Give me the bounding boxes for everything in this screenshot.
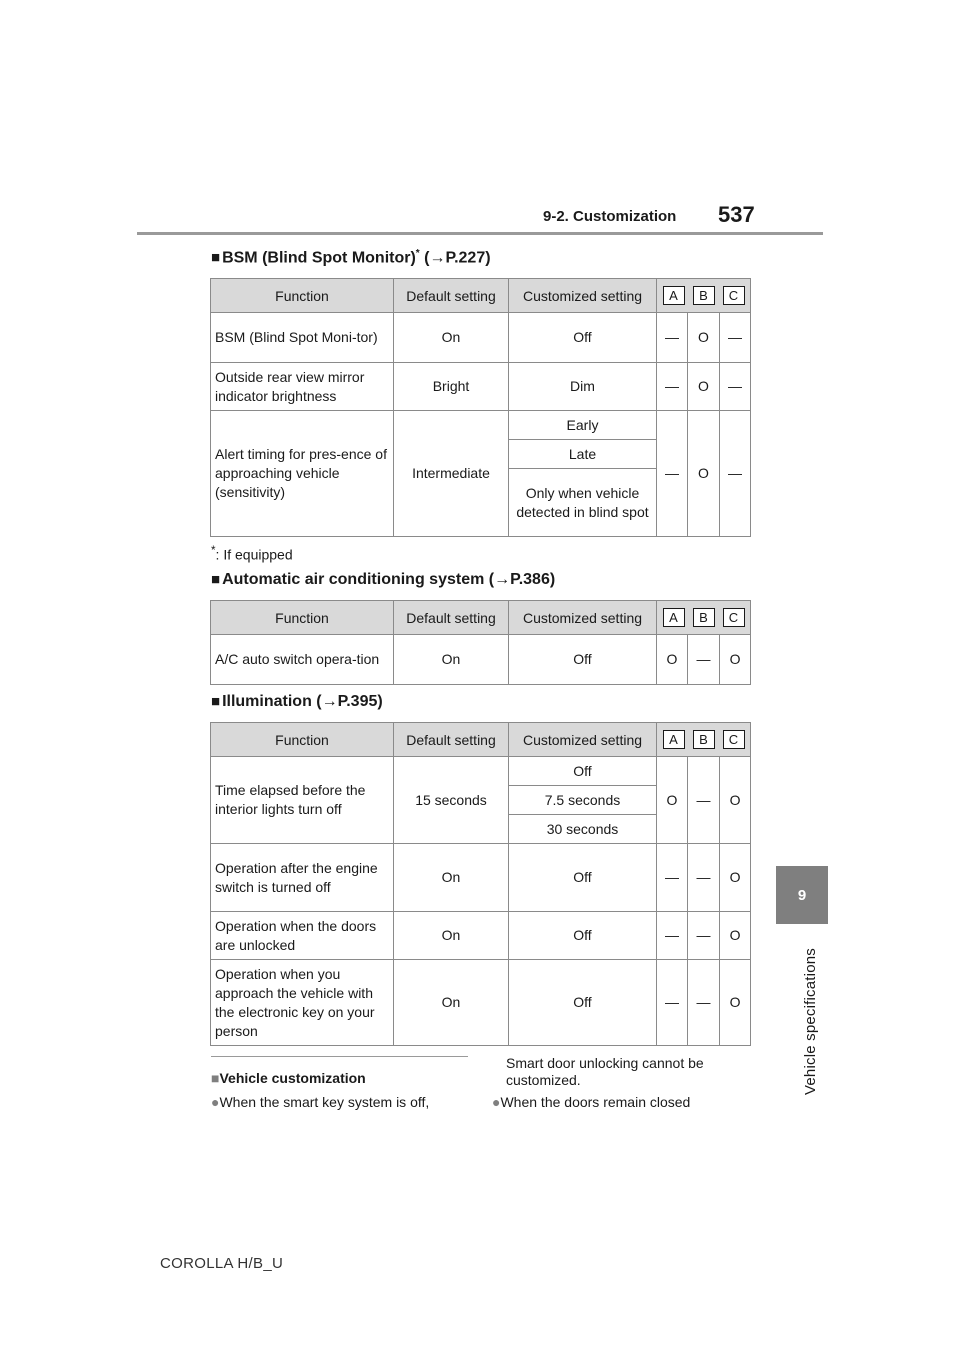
- table-row: [211, 757, 751, 786]
- page-number: 537: [718, 202, 755, 227]
- notes-heading-text: Vehicle customization: [219, 1070, 366, 1086]
- column-c-label: C: [723, 608, 745, 627]
- c-cell: O: [720, 757, 751, 844]
- column-b-label: B: [693, 730, 715, 749]
- function-cell: Operation when the doors are unlocked: [211, 912, 394, 960]
- default-cell: On: [394, 313, 509, 363]
- column-header-function: Function: [211, 723, 394, 757]
- note-continuation: [506, 1055, 756, 1089]
- a-cell: O: [657, 757, 688, 844]
- column-header-function: Function: [211, 601, 394, 635]
- b-cell: O: [688, 363, 720, 411]
- note-text: When the doors remain closed: [500, 1094, 691, 1110]
- table-header-row: [211, 723, 751, 757]
- chapter-number: 9: [797, 886, 807, 904]
- column-c-label: C: [723, 286, 745, 305]
- a-cell: —: [657, 960, 688, 1046]
- a-cell: —: [657, 363, 688, 411]
- illumination-settings-table: [210, 722, 751, 1046]
- custom-cell: 30 seconds: [509, 815, 657, 844]
- column-header-function: Function: [211, 279, 394, 313]
- section-title: 9-2. Customization: [543, 208, 677, 225]
- footnote-mark: *: [211, 544, 216, 557]
- header-rule: [137, 232, 823, 235]
- custom-cell: Dim: [509, 363, 657, 411]
- section-heading-bsm: [211, 248, 491, 267]
- column-header-abc: [657, 601, 751, 635]
- page-reference-link[interactable]: (→P.227): [419, 249, 491, 267]
- section-heading-text: BSM (Blind Spot Monitor): [222, 249, 416, 267]
- default-cell: On: [394, 844, 509, 912]
- section-heading-text: Illumination: [222, 693, 312, 710]
- chapter-title: Vehicle specifications: [802, 948, 819, 1095]
- bsm-settings-table: [210, 278, 751, 537]
- b-cell: —: [688, 635, 720, 685]
- custom-cell: Early: [509, 411, 657, 440]
- page-reference-link[interactable]: (→P.395): [311, 693, 383, 710]
- custom-cell: Off: [509, 844, 657, 912]
- c-cell: O: [720, 844, 751, 912]
- column-a-label: A: [663, 608, 685, 627]
- c-cell: O: [720, 635, 751, 685]
- notes-divider: [211, 1056, 468, 1057]
- a-cell: O: [657, 635, 688, 685]
- square-bullet-icon: ■: [211, 249, 221, 267]
- function-cell: Time elapsed before the interior lights turn off: [211, 757, 394, 844]
- c-cell: O: [720, 912, 751, 960]
- column-header-default: Default setting: [394, 723, 509, 757]
- bullet-icon: ●: [492, 1094, 501, 1110]
- table-row: [211, 363, 751, 411]
- b-cell: —: [688, 960, 720, 1046]
- function-cell: A/C auto switch opera-tion: [211, 635, 394, 685]
- b-cell: O: [688, 313, 720, 363]
- table-header-row: [211, 601, 751, 635]
- custom-cell: Off: [509, 960, 657, 1046]
- column-header-default: Default setting: [394, 279, 509, 313]
- note-text: When the smart key system is off,: [219, 1094, 430, 1110]
- a-cell: —: [657, 411, 688, 537]
- custom-cell: Late: [509, 440, 657, 469]
- function-cell: Alert timing for pres-ence of approaching vehicle (sensitivity): [211, 411, 394, 537]
- column-header-customized: Customized setting: [509, 723, 657, 757]
- notes-heading: [211, 1070, 366, 1086]
- table-row: [211, 313, 751, 363]
- section-heading-illumination: [211, 693, 383, 711]
- column-header-customized: Customized setting: [509, 601, 657, 635]
- b-cell: —: [688, 844, 720, 912]
- square-bullet-icon: ■: [211, 571, 221, 588]
- default-cell: 15 seconds: [394, 757, 509, 844]
- custom-cell: Off: [509, 635, 657, 685]
- b-cell: —: [688, 757, 720, 844]
- default-cell: Bright: [394, 363, 509, 411]
- function-cell: Outside rear view mirror indicator brightness: [211, 363, 394, 411]
- a-cell: —: [657, 912, 688, 960]
- default-cell: On: [394, 960, 509, 1046]
- section-heading-ac: [211, 571, 555, 589]
- table-row: [211, 411, 751, 440]
- custom-cell: Off: [509, 757, 657, 786]
- default-cell: On: [394, 635, 509, 685]
- a-cell: —: [657, 313, 688, 363]
- column-a-label: A: [663, 730, 685, 749]
- column-c-label: C: [723, 730, 745, 749]
- default-cell: Intermediate: [394, 411, 509, 537]
- footnote: [211, 544, 293, 563]
- c-cell: —: [720, 313, 751, 363]
- c-cell: O: [720, 960, 751, 1046]
- default-cell: On: [394, 912, 509, 960]
- footer-model-code: COROLLA H/B_U: [160, 1255, 284, 1272]
- custom-cell: Only when vehicle detected in blind spot: [509, 469, 657, 537]
- chapter-tab: [776, 866, 828, 924]
- c-cell: —: [720, 363, 751, 411]
- function-cell: Operation after the engine switch is turned off: [211, 844, 394, 912]
- page-reference-link[interactable]: (→P.386): [484, 571, 556, 588]
- custom-cell: Off: [509, 313, 657, 363]
- column-header-default: Default setting: [394, 601, 509, 635]
- square-bullet-icon: ■: [211, 1070, 220, 1086]
- square-bullet-icon: ■: [211, 693, 221, 710]
- table-header-row: [211, 279, 751, 313]
- table-row: [211, 635, 751, 685]
- b-cell: —: [688, 912, 720, 960]
- custom-cell: 7.5 seconds: [509, 786, 657, 815]
- a-cell: —: [657, 844, 688, 912]
- table-row: [211, 912, 751, 960]
- b-cell: O: [688, 411, 720, 537]
- custom-cell: Off: [509, 912, 657, 960]
- note-text: Smart door unlocking cannot be customized.: [506, 1055, 704, 1088]
- table-row: [211, 844, 751, 912]
- column-b-label: B: [693, 286, 715, 305]
- function-cell: Operation when you approach the vehicle with the electronic key on your person: [211, 960, 394, 1046]
- bullet-icon: ●: [211, 1094, 220, 1110]
- ac-settings-table: [210, 600, 751, 685]
- table-row: [211, 960, 751, 1046]
- note-bullet-left: [211, 1094, 429, 1110]
- column-header-abc: [657, 279, 751, 313]
- footnote-mark: *: [415, 248, 420, 259]
- column-b-label: B: [693, 608, 715, 627]
- section-heading-text: Automatic air conditioning system: [222, 571, 485, 588]
- note-bullet-right: [492, 1094, 690, 1110]
- column-header-abc: [657, 723, 751, 757]
- footnote-text: : If equipped: [215, 546, 293, 563]
- column-header-customized: Customized setting: [509, 279, 657, 313]
- function-cell: BSM (Blind Spot Moni-tor): [211, 313, 394, 363]
- c-cell: —: [720, 411, 751, 537]
- column-a-label: A: [663, 286, 685, 305]
